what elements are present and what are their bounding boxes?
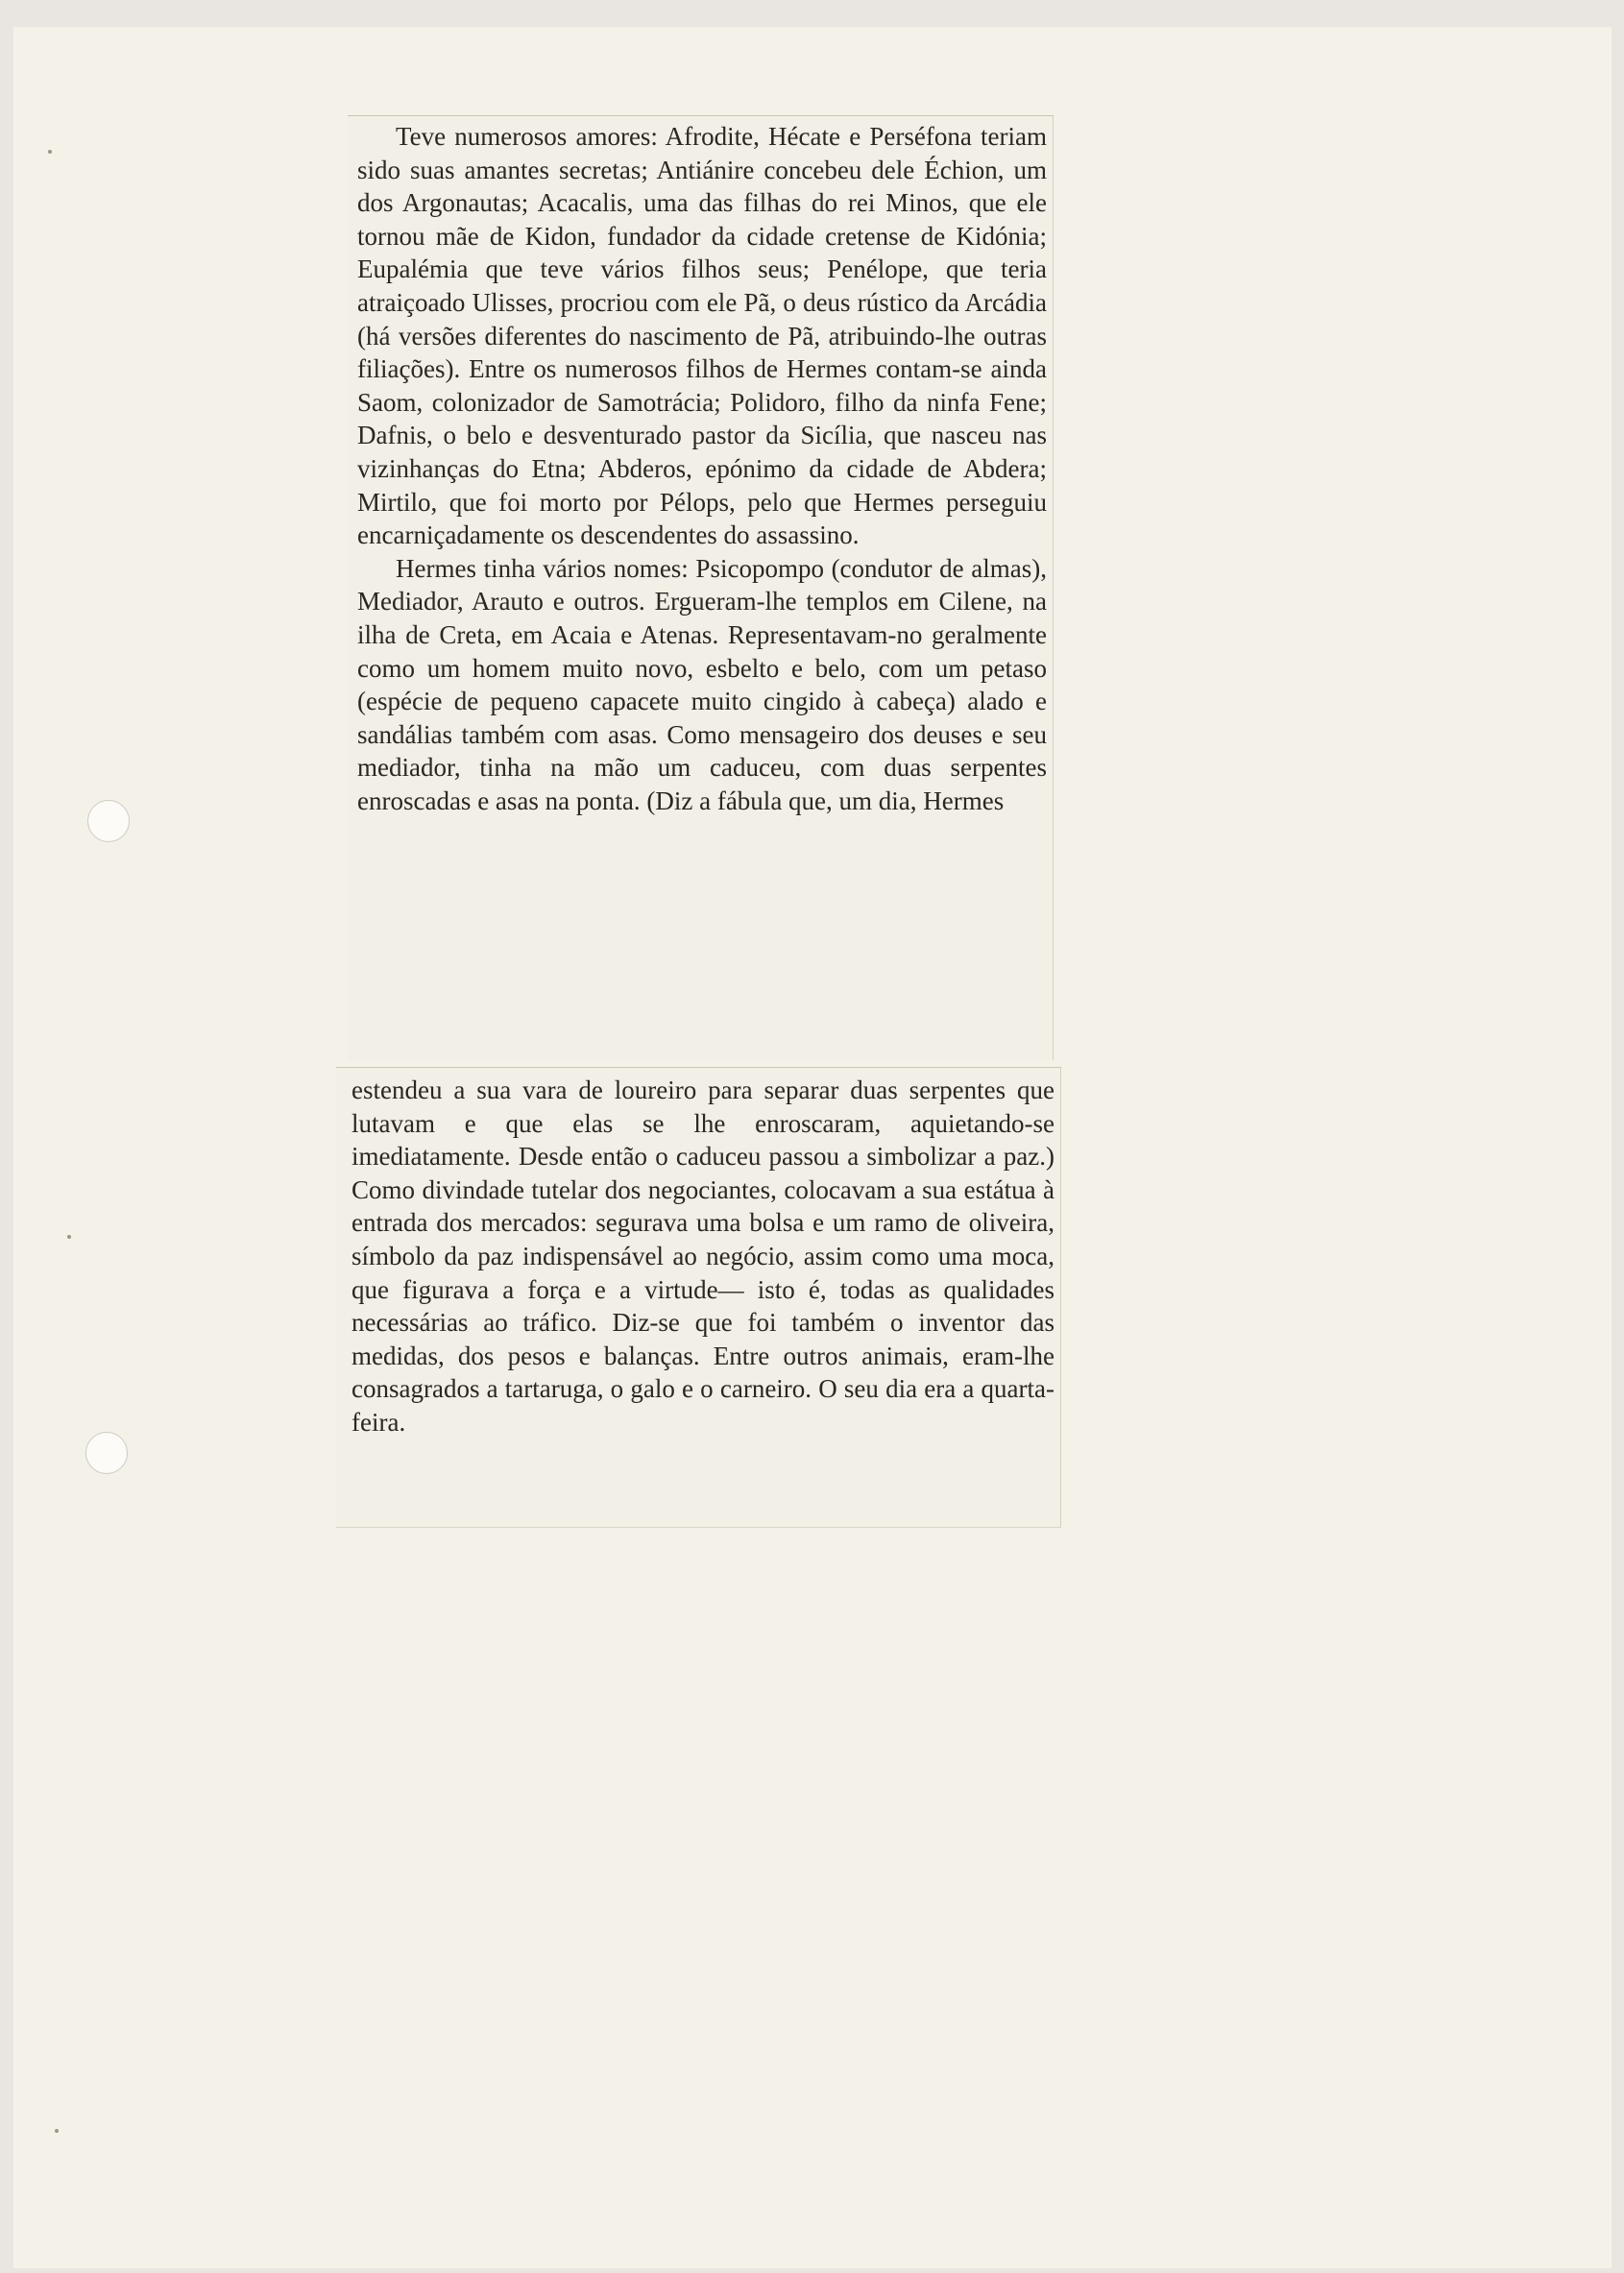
- clipping-paragraph: Teve numerosos amores: Afrodite, Hécate e Perséfona teriam sido suas amantes secretas; Antiánire concebeu dele Échion, um dos Argonautas; Acacalis, uma das filhas do rei Minos, que ele tornou mãe de Kidon, fundador da cidade cretense de Kidónia; Eupalémia que teve vários filhos seus; Penélope, que teria atraiçoado Ulisses, procriou com ele Pã, o deus rústico da Arcádia (há versões diferentes do nascimento de Pã, atribuindo-lhe outras filiações). Entre os numerosos filhos de Hermes contam-se ainda Saom, colonizador de Samotrácia; Polidoro, filho da ninfa Fene; Dafnis, o belo e desventurado pastor da Sicília, que nasceu nas vizinhanças do Etna; Abderos, epónimo da cidade de Abdera; Mirtilo, que foi morto por Pélops, pelo que Hermes perseguiu encarniçadamente os descendentes do assassino.: [357, 122, 1047, 550]
- paper-speck: [48, 150, 52, 154]
- clipping-paragraph: Hermes tinha vários nomes: Psicopompo (condutor de almas), Mediador, Arauto e outros. Ergueram-lhe templos em Cilene, na ilha de Creta, em Acaia e Atenas. Representavam-no geralmente como um homem muito novo, esbelto e belo, com um petaso (espécie de pequeno capacete muito cingido à cabeça) alado e sandálias também com asas. Como mensageiro dos deuses e seu mediador, tinha na mão um caduceu, com duas serpentes enroscadas e asas na ponta. (Diz a fábula que, um dia, Hermes: [357, 553, 1047, 815]
- paper-speck: [55, 2129, 59, 2133]
- punch-hole-lower: [85, 1432, 128, 1474]
- paper-speck: [67, 1235, 71, 1239]
- clipping-paragraph: estendeu a sua vara de loureiro para separar duas serpentes que lutavam e que elas se lhe enroscaram, aquietando-se imediatamente. Desde então o caduceu passou a simbolizar a paz.) Como divindade tutelar dos negociantes, colocavam a sua estátua à entrada dos mercados: segurava uma bolsa e um ramo de oliveira, símbolo da paz indispensável ao negócio, assim como uma moca, que figurava a força e a virtude— isto é, todas as qualidades necessárias ao tráfico. Diz-se que foi também o inventor das medidas, dos pesos e balanças. Entre outros animais, eram-lhe consagrados a tartaruga, o galo e o carneiro. O seu dia era a quarta-feira.: [351, 1076, 1054, 1437]
- newspaper-clipping-top: [348, 115, 1054, 1060]
- newspaper-clipping-bottom: [336, 1067, 1061, 1528]
- punch-hole-upper: [87, 800, 130, 842]
